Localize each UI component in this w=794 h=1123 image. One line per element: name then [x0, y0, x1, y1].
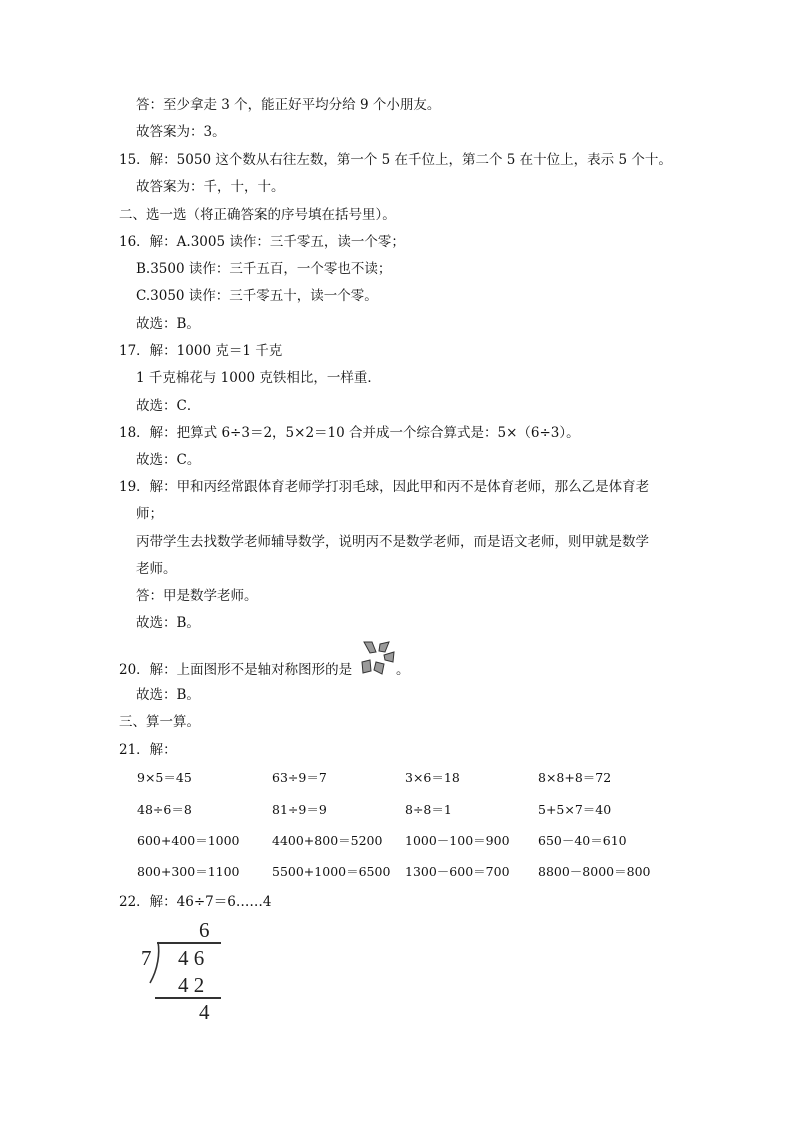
answer-16-result: 故选：B。 — [136, 316, 200, 332]
division-subtraction-line — [155, 997, 221, 999]
answer-19-conclusion: 答：甲是数学老师。 — [136, 588, 258, 604]
calc-cell: 9×5＝45 — [137, 770, 192, 785]
division-quotient: 6 — [199, 918, 210, 942]
division-divisor: 7 — [141, 946, 152, 970]
calc-cell: 1000－100＝900 — [405, 833, 510, 848]
question-19-solution-line-1: 19．解：甲和丙经常跟体育老师学打羽毛球，因此甲和丙不是体育老师，那么乙是体育老 — [119, 479, 650, 495]
calc-cell: 5500+1000＝6500 — [272, 864, 391, 879]
answer-14-conclusion: 答：至少拿走 3 个，能正好平均分给 9 个小朋友。 — [136, 97, 441, 113]
calc-cell: 8÷8＝1 — [405, 802, 452, 817]
calc-cell: 800+300＝1100 — [137, 864, 240, 879]
question-21-label: 21．解： — [119, 742, 177, 758]
section-3-heading: 三、算一算。 — [119, 714, 200, 730]
question-16-solution: 16．解：A.3005 读作：三千零五，读一个零； — [119, 234, 405, 250]
answer-19-result: 故选：B。 — [136, 615, 200, 631]
question-19-solution-line-4: 老师。 — [136, 561, 177, 577]
calc-cell: 600+400＝1000 — [137, 833, 240, 848]
calc-cell: 5+5×7＝40 — [538, 802, 612, 817]
division-product: 4 2 — [178, 973, 205, 997]
calc-cell: 48÷6＝8 — [137, 802, 192, 817]
division-dividend: 4 6 — [178, 946, 205, 970]
question-15-solution: 15．解：5050 这个数从右往左数，第一个 5 在千位上，第二个 5 在十位上，表示 5 个十。 — [119, 152, 672, 168]
calc-cell: 81÷9＝9 — [272, 802, 327, 817]
question-19-solution-line-2: 师； — [136, 506, 163, 522]
question-20-period: 。 — [396, 662, 410, 678]
division-remainder: 4 — [199, 1000, 210, 1024]
question-22-solution: 22．解：46÷7＝6……4 — [119, 894, 272, 910]
answer-15-result: 故答案为：千，十，十。 — [136, 179, 285, 195]
calc-cell: 1300－600＝700 — [405, 864, 510, 879]
calc-cell: 8×8+8＝72 — [538, 770, 612, 785]
division-bar — [157, 942, 221, 944]
calc-cell: 63÷9＝7 — [272, 770, 327, 785]
question-20-solution: 20．解：上面图形不是轴对称图形的是 — [119, 662, 353, 678]
answer-17-result: 故选：C． — [136, 398, 201, 414]
question-16-option-b: B.3500 读作：三千五百，一个零也不读； — [136, 261, 392, 277]
calc-cell: 650－40＝610 — [538, 833, 627, 848]
calc-cell: 3×6＝18 — [405, 770, 460, 785]
question-17-comparison: 1 千克棉花与 1000 克铁相比，一样重． — [136, 370, 381, 386]
question-16-option-c: C.3050 读作：三千零五十，读一个零。 — [136, 288, 378, 304]
question-19-solution-line-3: 丙带学生去找数学老师辅导数学，说明丙不是数学老师，而是语文老师，则甲就是数学 — [136, 534, 649, 550]
pinwheel-figure-icon — [358, 640, 398, 676]
question-18-solution: 18．解：把算式 6÷3＝2，5×2＝10 合并成一个综合算式是：5×（6÷3）。 — [119, 425, 580, 441]
answer-18-result: 故选：C。 — [136, 452, 201, 468]
calc-cell: 4400+800＝5200 — [272, 833, 383, 848]
question-17-solution: 17．解：1000 克＝1 千克 — [119, 343, 283, 359]
answer-14-result: 故答案为：3。 — [136, 124, 226, 140]
calc-cell: 8800－8000＝800 — [538, 864, 651, 879]
answer-20-result: 故选：B。 — [136, 687, 200, 703]
section-2-heading: 二、选一选（将正确答案的序号填在括号里）。 — [119, 207, 396, 223]
